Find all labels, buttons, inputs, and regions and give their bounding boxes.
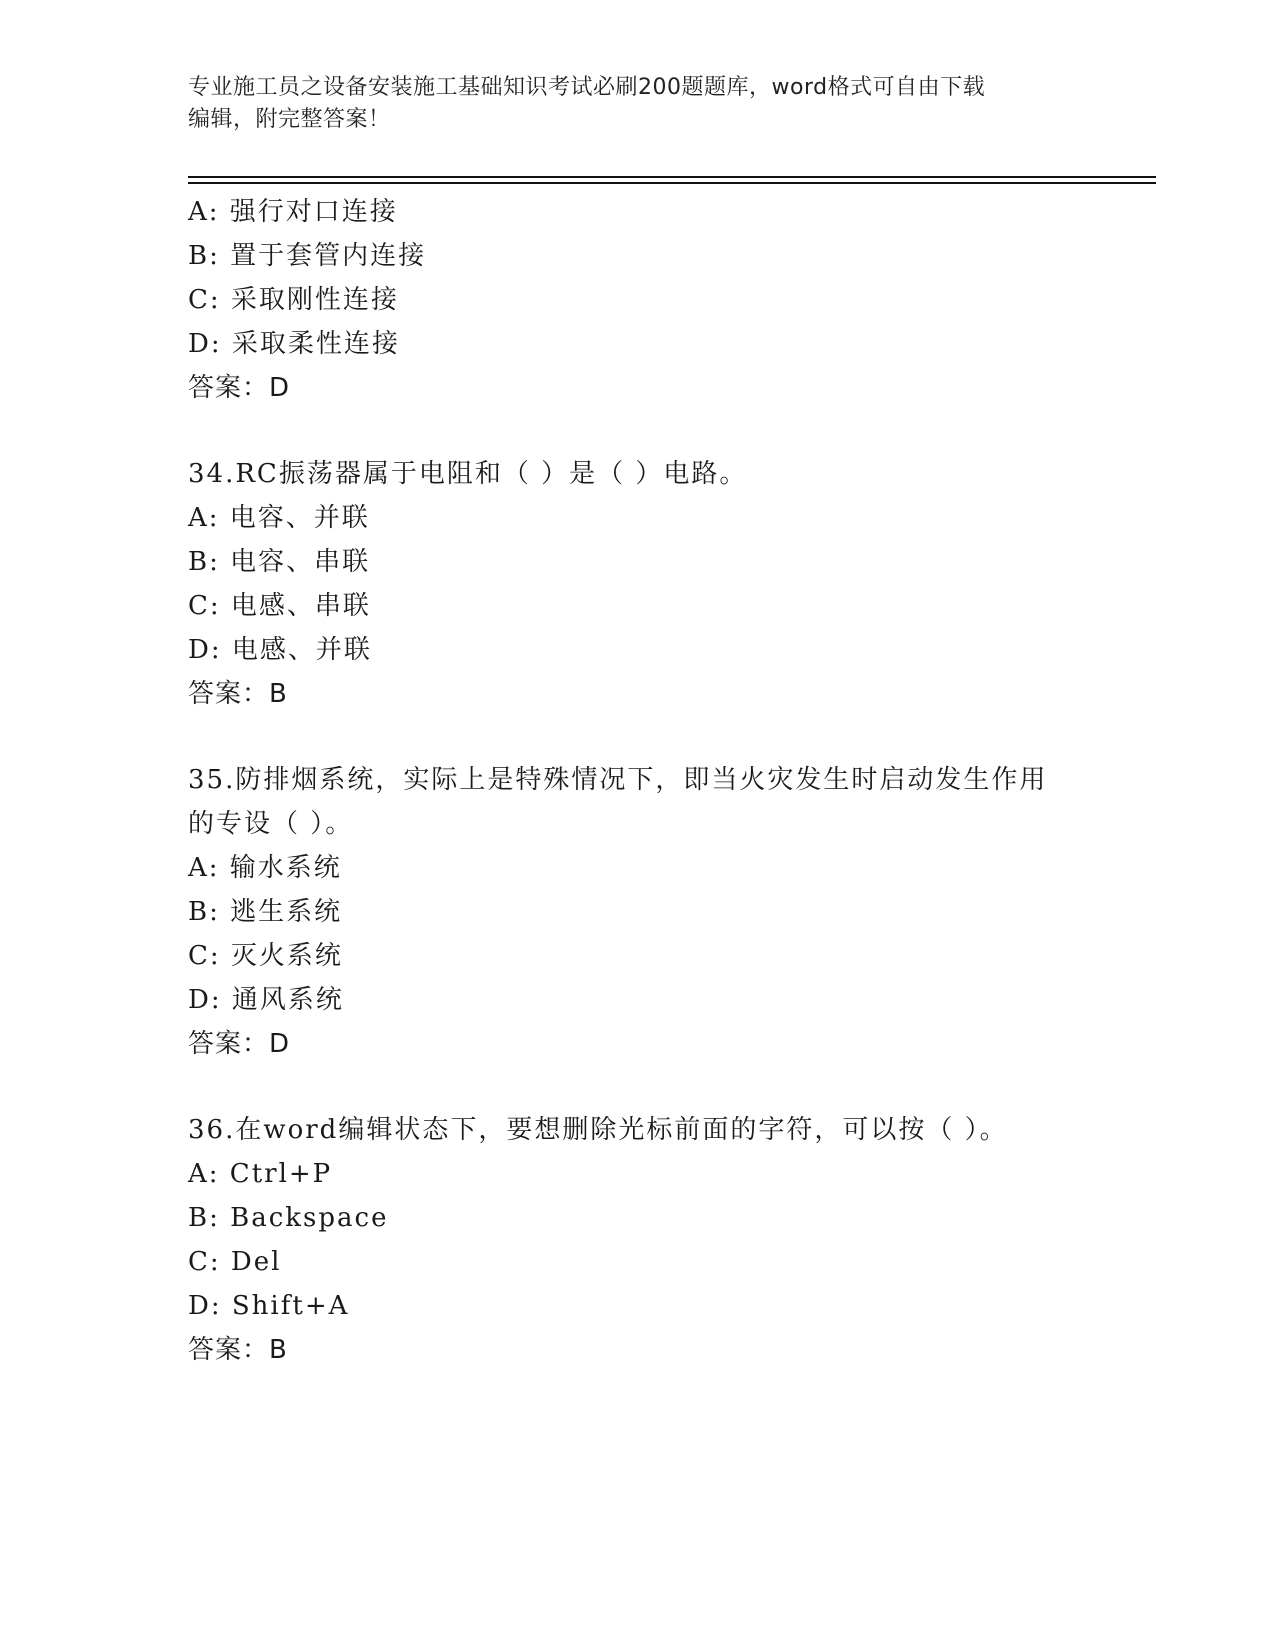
q35-option-c: C: 灭火系统 [188,941,343,971]
q33-option-d: D: 采取柔性连接 [188,329,400,359]
q35-question-line-2: 的专设（ ）。 [188,809,354,839]
q36-option-c: C: Del [188,1247,282,1277]
q33-option-a: A: 强行对口连接 [188,197,398,227]
q34-option-b: B: 电容、串联 [188,547,371,577]
q34-answer: 答案：B [188,679,288,709]
q33-answer: 答案：D [188,373,291,403]
header-divider-top [188,176,1156,178]
header-line-1: 专业施工员之设备安装施工基础知识考试必刷200题题库，word格式可自由下载 [188,75,986,100]
q35-option-b: B: 逃生系统 [188,897,343,927]
q34-question: 34.RC振荡器属于电阻和（ ）是（ ）电路。 [188,459,748,489]
q35-answer: 答案：D [188,1029,291,1059]
q34-option-a: A: 电容、并联 [188,503,370,533]
q35-option-a: A: 输水系统 [188,853,342,883]
q36-option-b: B: Backspace [188,1203,389,1233]
q34-option-c: C: 电感、串联 [188,591,371,621]
q33-option-b: B: 置于套管内连接 [188,241,427,271]
q35-option-d: D: 通风系统 [188,985,344,1015]
q36-answer: 答案：B [188,1335,288,1365]
header-divider-bottom [188,182,1156,184]
q33-option-c: C: 采取刚性连接 [188,285,399,315]
document-header [188,72,1068,136]
header-line-2: 编辑，附完整答案！ [188,107,391,132]
q35-question-line-1: 35.防排烟系统，实际上是特殊情况下，即当火灾发生时启动发生作用 [188,765,1048,795]
q36-option-d: D: Shift+A [188,1291,350,1321]
q36-option-a: A: Ctrl+P [188,1159,333,1189]
q34-option-d: D: 电感、并联 [188,635,372,665]
q36-question: 36.在word编辑状态下，要想删除光标前面的字符，可以按（ ）。 [188,1115,1008,1145]
